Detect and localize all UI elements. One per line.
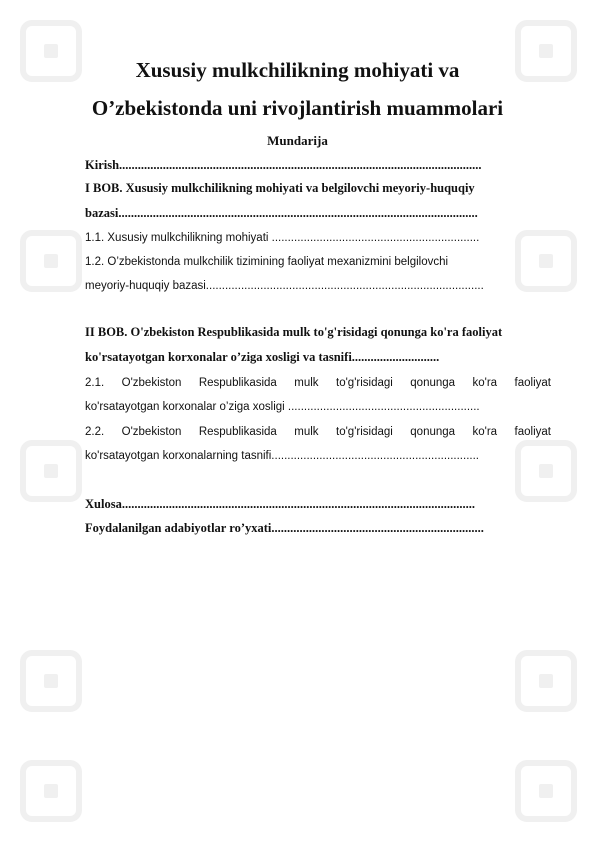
toc-entry-2-2	[85, 423, 551, 441]
toc-entry-1-2: 1.2. O’zbekistonda mulkchilik tizimining faoliyat mexanizmini belgilovchi	[85, 256, 449, 268]
toc-entry-chapter2: II BOB. O'zbekiston Respublikasida mulk to'g'risidagi qonunga ko'ra faoliyat	[85, 325, 503, 339]
contents-heading: Mundarija	[267, 133, 328, 148]
toc-word: 2.2.	[85, 426, 105, 438]
toc-word: qonunga	[410, 426, 456, 438]
toc-word: faoliyat	[514, 377, 551, 389]
toc-word: ko'ra	[472, 426, 498, 438]
toc-word: faoliyat	[514, 426, 551, 438]
toc-word: mulk	[294, 377, 319, 389]
toc-word: Respublikasida	[198, 426, 277, 438]
doc-watermark-icon	[20, 230, 82, 292]
toc-word: mulk	[294, 426, 319, 438]
doc-watermark-icon	[515, 650, 577, 712]
toc-entry-chapter2-cont: ko'rsatayotgan korxonalar o’ziga xosligi va tasnifi............................	[85, 350, 440, 364]
toc-word: to'g'risidagi	[336, 426, 393, 438]
toc-entry-adabiyotlar: Foydalanilgan adabiyotlar ro’yxati....................................................................	[85, 521, 484, 535]
toc-entry-chapter1-cont: bazasi...................................................................................................................	[85, 206, 478, 220]
toc-entry-xulosa: Xulosa.................................................................................................................	[85, 497, 475, 511]
toc-word: to'g'risidagi	[336, 377, 393, 389]
toc-word: Respublikasida	[198, 377, 277, 389]
toc-entry-2-1-cont: ko'rsatayotgan korxonalar o’ziga xosligi ............................................................	[85, 401, 480, 413]
doc-watermark-icon	[515, 760, 577, 822]
toc-entry-2-1	[85, 374, 551, 392]
title-line-1: Xususiy mulkchilikning mohiyati va	[135, 58, 460, 82]
title-line-2: O’zbekistonda uni rivojlantirish muammolari	[91, 96, 504, 120]
toc-word: 2.1.	[85, 377, 105, 389]
doc-watermark-icon	[20, 650, 82, 712]
toc-word: ko'ra	[472, 377, 498, 389]
toc-word: O'zbekiston	[121, 426, 182, 438]
toc-word: O'zbekiston	[121, 377, 182, 389]
toc-word: qonunga	[410, 377, 456, 389]
toc-entry-1-1: 1.1. Xususiy mulkchilikning mohiyati .................................................................	[85, 232, 480, 244]
toc-entry-kirish: Kirish....................................................................................................................	[85, 158, 482, 172]
toc-entry-1-2-cont: meyoriy-huquqiy bazasi.......................................................................................	[85, 280, 484, 292]
doc-watermark-icon	[20, 760, 82, 822]
toc-entry-2-2-cont: ko'rsatayotgan korxonalarning tasnifi.................................................................	[85, 450, 479, 462]
doc-watermark-icon	[20, 440, 82, 502]
toc-entry-chapter1: I BOB. Xususiy mulkchilikning mohiyati va belgilovchi meyoriy-huquqiy	[85, 181, 475, 195]
